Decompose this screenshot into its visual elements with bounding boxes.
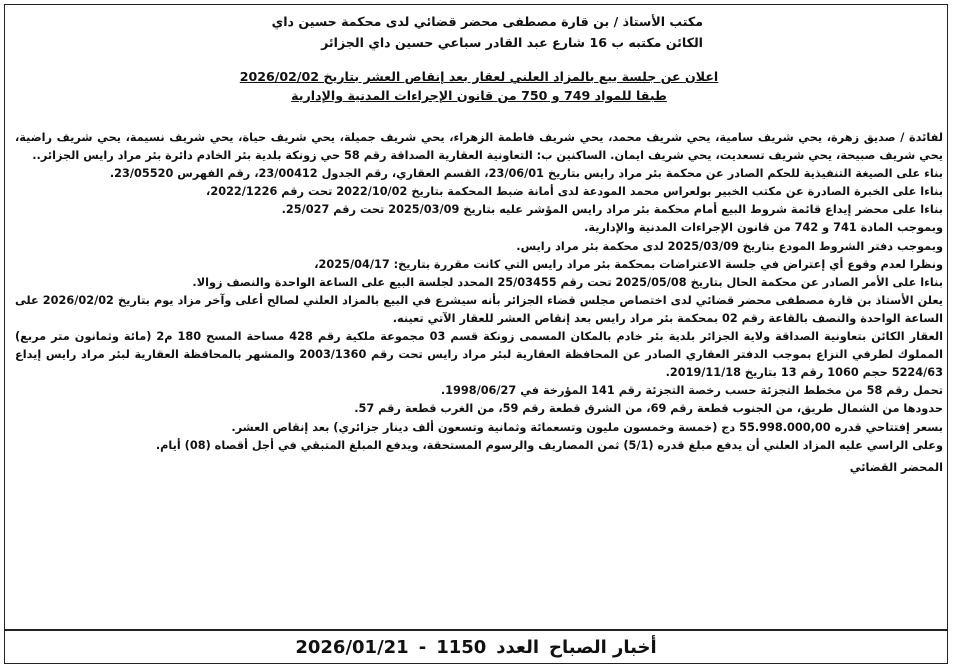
paragraph: بناءا على محضر إيداع قائمة شروط البيع أمام محكمة بئر مراد رايس المؤشر عليه بتاريخ 2025/03/09 تحت رقم 25/027.	[281, 203, 943, 217]
newspaper-footer	[5, 629, 947, 663]
notice-title-line-1: اعلان عن جلسة بيع بالمزاد العلني لعقار بعد إنقاص العشر بتاريخ 2026/02/02	[239, 69, 719, 84]
office-name: مكتب الأستاذ / بن قارة مصطفى محضر قضائي لدى محكمة حسين داي	[271, 14, 703, 29]
office-header	[15, 11, 943, 53]
legal-notice	[15, 11, 943, 479]
notice-frame	[4, 4, 948, 664]
notice-title-line-2: طبقا للمواد 749 و 750 من قانون الإجراءات المدنية والإدارية	[291, 88, 667, 103]
paragraph: بناء على الصيغة التنفيذية للحكم الصادر عن محكمة بئر مراد رايس بتاريخ 23/06/01، القسم العقاري، رقم الجدول 23/00412، رقم الفهرس 23/05520.	[109, 167, 943, 181]
paragraph: لفائدة / صديق زهرة، يحي شريف سامية، يحي شريف محمد، يحي شريف فاطمة الزهراء، يحي شريف جميلة، يحي شريف حياة، يحي شريف نسيمة، يحي شريف راضية، يحي شريف صبيحة، يحي شريف تسعديت، يحي شريف ايمان. الساكنين ب: التعاونية العقارية الصداقة رقم 58 حي زونكة بلدية بئر الخادم دائرة بئر مراد رايس الجزائر..	[15, 131, 943, 163]
issue-number: 1150	[436, 636, 487, 658]
notice-title	[15, 67, 943, 105]
issue-label: العدد	[496, 636, 540, 658]
paragraph: تحمل رقم 58 من مخطط التجزئة حسب رخصة التجزئة رقم 141 المؤرخة في 1998/06/27.	[440, 384, 943, 398]
paragraph: بسعر إفتتاحي قدره 55.998.000,00 دج (خمسة وخمسون مليون وتسعمائة وثمانية وتسعون ألف دينار جزائري) بعد إنقاص العشر.	[231, 420, 943, 434]
paragraph: ونظرا لعدم وقوع أي إعتراض في جلسة الاعتراضات بمحكمة بئر مراد رايس التي كانت مقررة بتاريخ: 2025/04/17،	[314, 257, 943, 271]
newspaper-name: أخبار الصباح	[549, 636, 657, 658]
paragraph: العقار الكائن بتعاونية الصداقة ولاية الجزائر بلدية بئر خادم بالمكان المسمى زونكة قسم 03 مجموعة ملكية رقم 428 مساحة المسح 180 م2 (مائة وثمانون متر مربع) المملوك لطرفي النزاع بموجب الدفتر العقاري الصادر عن المحافظة العقارية لبئر مراد رايس تحت رقم 2003/1360 والمشهر بالمحافظة العقارية لبئر مراد رايس إيداع 5224/63 حجم 1060 رقم 13 بتاريخ 2019/11/18.	[15, 330, 943, 380]
footer-separator: -	[418, 636, 427, 658]
paragraph: يعلن الأستاذ بن قارة مصطفى محضر قضائي لدى اختصاص مجلس قضاء الجزائر بأنه سيشرع في البيع بالمزاد العلني لصالح أعلى وآخر مزاد يوم بتاريخ 2026/02/02 على الساعة الواحدة والنصف بالقاعة رقم 02 بمحكمة بئر مراد رايس بعد إنقاص العشر للعقار الآتي تعينه.	[15, 293, 943, 325]
paragraph: وبموجب دفتر الشروط المودع بتاريخ 2025/03/09 لدى محكمة بئر مراد رايس.	[516, 239, 943, 253]
notice-body	[15, 129, 943, 455]
bailiff-signature: المحضر القضائي	[849, 460, 943, 474]
paragraph: بناءا على الخبرة الصادرة عن مكتب الخبير بولعراس محمد المودعة لدى أمانة ضبط المحكمة بتاريخ 2022/10/02 تحت رقم 2022/1226،	[206, 185, 943, 199]
issue-date: 2026/01/21	[295, 636, 409, 658]
paragraph: بناءا على الأمر الصادر عن محكمة الحال بتاريخ 2025/05/08 تحت رقم 25/03455 المحدد لجلسة البيع على الساعة الواحدة والنصف زوالا.	[192, 275, 943, 289]
paragraph: وبموجب المادة 741 و 742 من قانون الإجراءات المدنية والإدارية.	[584, 221, 943, 235]
paragraph: وعلى الراسي عليه المزاد العلني أن يدفع مبلغ قدره (5/1) ثمن المصاريف والرسوم المستحقة، ويدفع المبلغ المتبقي في أجل أقصاه (08) أيام.	[155, 438, 943, 452]
paragraph: حدودها من الشمال طريق، من الجنوب قطعة رقم 69، من الشرق قطعة رقم 59، من الغرب قطعة رقم 57.	[354, 402, 943, 416]
office-address: الكائن مكتبه ب 16 شارع عبد القادر سباعي حسين داي الجزائر	[321, 35, 703, 50]
